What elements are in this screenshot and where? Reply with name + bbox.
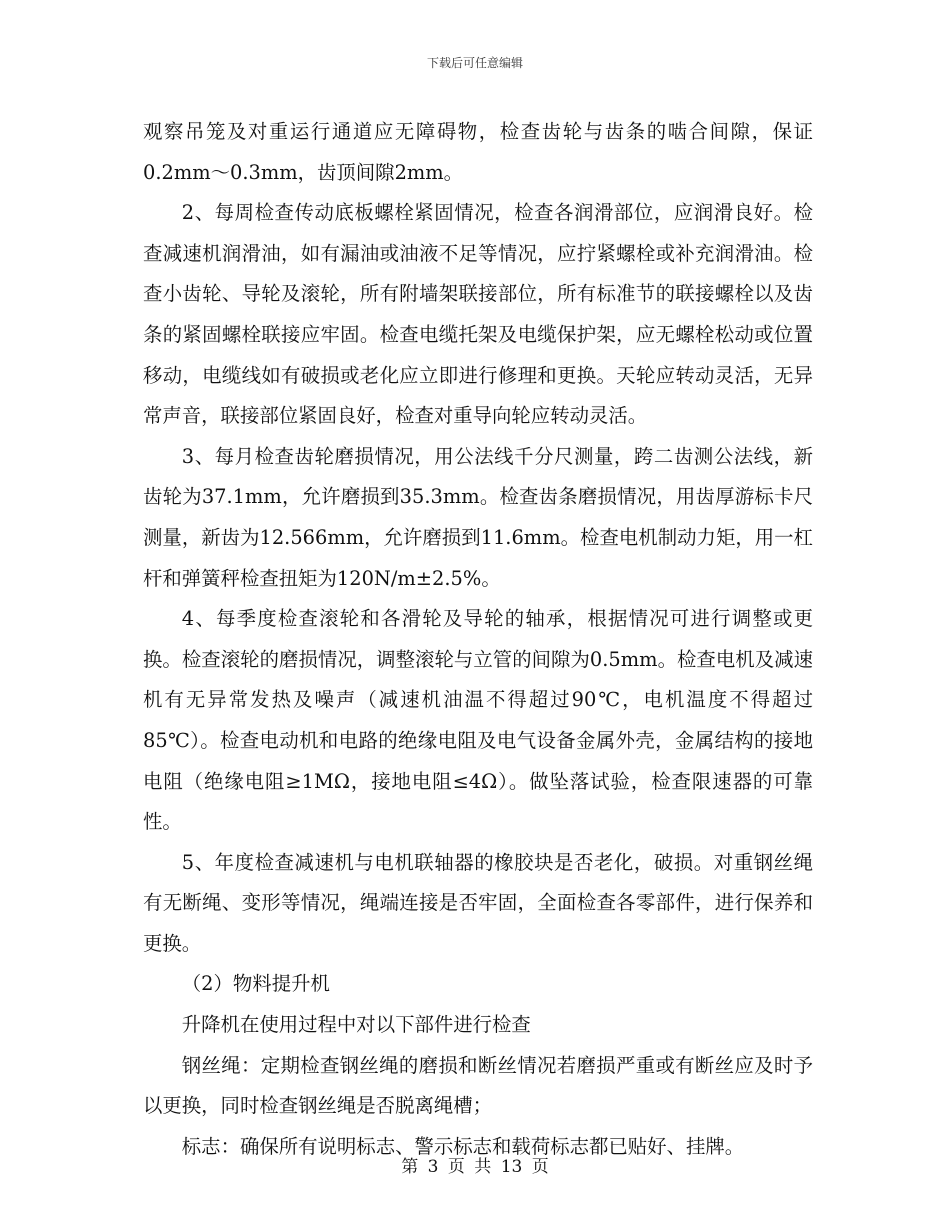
paragraph-1: 观察吊笼及对重运行通道应无障碍物，检查齿轮与齿条的啮合间隙，保证0.2mm～0.3mm，齿顶间隙2mm。 bbox=[143, 120, 813, 184]
page-header: 下载后可任意编辑 bbox=[426, 56, 523, 70]
paragraph-4: 4、每季度检查滚轮和各滑轮及导轮的轴承，根据情况可进行调整或更换。检查滚轮的磨损情况，调整滚轮与立管的间隙为0.5mm。检查电机及减速机有无异常发热及噪声（减速机油温不得超过90℃，电机温度不得超过85℃）。检查电动机和电路的绝缘电阻及电气设备金属外壳，金属结构的接地电阻（绝缘电阻≥1MΩ，接地电阻≤4Ω）。做坠落试验，检查限速器的可靠性。 bbox=[143, 607, 813, 834]
paragraph-9: 标志：确保所有说明标志、警示标志和载荷标志都已贴好、挂牌。 bbox=[181, 1134, 745, 1158]
paragraph-5: 5、年度检查减速机与电机联轴器的橡胶块是否老化，破损。对重钢丝绳有无断绳、变形等情况，绳端连接是否牢固，全面检查各零部件，进行保养和更换。 bbox=[143, 850, 813, 955]
page-footer: 第 3 页 共 13 页 bbox=[401, 1157, 549, 1177]
paragraph-2: 2、每周检查传动底板螺栓紧固情况，检查各润滑部位，应润滑良好。检查减速机润滑油，如有漏油或油液不足等情况，应拧紧螺栓或补充润滑油。检查小齿轮、导轮及滚轮，所有附墙架联接部位，所有标准节的联接螺栓以及齿条的紧固螺栓联接应牢固。检查电缆托架及电缆保护架，应无螺栓松动或位置移动，电缆线如有破损或老化应立即进行修理和更换。天轮应转动灵活，无异常声音，联接部位紧固良好，检查对重导向轮应转动灵活。 bbox=[143, 201, 813, 428]
paragraph-3: 3、每月检查齿轮磨损情况，用公法线千分尺测量，跨二齿测公法线，新齿轮为37.1mm，允许磨损到35.3mm。检查齿条磨损情况，用齿厚游标卡尺测量，新齿为12.566mm，允许磨损到11.6mm。检查电机制动力矩，用一杠杆和弹簧秤检查扭矩为120N/m±2.5%。 bbox=[143, 444, 813, 590]
paragraph-7: 升降机在使用过程中对以下部件进行检查 bbox=[181, 1013, 531, 1037]
paragraph-8: 钢丝绳：定期检查钢丝绳的磨损和断丝情况若磨损严重或有断丝应及时予以更换，同时检查钢丝绳是否脱离绳槽； bbox=[143, 1053, 813, 1118]
document-body bbox=[143, 112, 813, 1167]
section-heading-material-hoist: （2）物料提升机 bbox=[181, 972, 330, 996]
